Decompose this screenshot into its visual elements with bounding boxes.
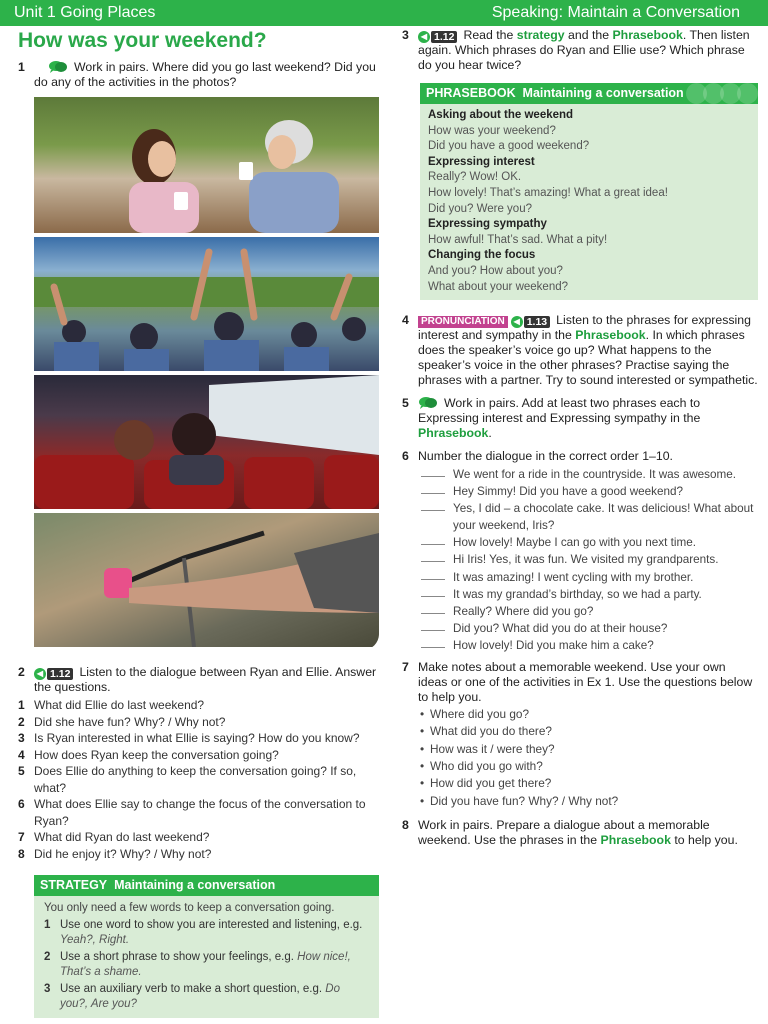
exercise-text: Listen to the dialogue between Ryan and Ellie. Answer the questions. xyxy=(34,665,377,694)
exercise-8: 8 Work in pairs. Prepare a dialogue about a memorable weekend. Use the phrases in the Phrasebook to help you. xyxy=(402,817,738,847)
dialogue-line: We went for a ride in the countryside. It was awesome. xyxy=(418,466,758,483)
pair-work-icon xyxy=(48,60,68,73)
pronunciation-tag: PRONUNCIATION xyxy=(418,316,508,328)
strategy-header xyxy=(34,875,379,896)
photo-cinema xyxy=(34,375,379,509)
phrasebook-link: Phrasebook xyxy=(612,28,683,42)
strategy-title: Maintaining a conversation xyxy=(114,878,276,892)
phrase-group-heading: Expressing sympathy xyxy=(428,218,547,231)
list-item: 5 Does Ellie do anything to keep the conversation going? If so, what? xyxy=(18,764,357,795)
exercise-text: Make notes about a memorable weekend. Use your own ideas or one of the activities in Ex 1. Use the questions below to help you. xyxy=(418,660,753,705)
list-item: 8 Did he enjoy it? Why? / Why not? xyxy=(18,846,212,861)
answer-blank[interactable] xyxy=(421,466,445,477)
dialogue-list xyxy=(418,466,758,654)
audio-track-number: 1.12 xyxy=(47,668,73,680)
dialogue-line: Hi Iris! Yes, it was fun. We visited my grandparents. xyxy=(418,551,758,568)
speaker-icon: ◀ xyxy=(418,31,430,43)
phrasebook-title: Maintaining a conversation xyxy=(522,86,684,100)
exercise-7 xyxy=(402,660,758,810)
answer-blank[interactable] xyxy=(421,637,445,648)
photo-illustration xyxy=(34,97,379,233)
exercise-number: 6 xyxy=(402,449,409,463)
speaker-icon: ◀ xyxy=(34,668,46,680)
list-item: 1 What did Ellie do last weekend? xyxy=(18,698,205,712)
exercise-number: 8 xyxy=(402,817,409,832)
list-item: 3 Is Ryan interested in what Ellie is saying? How do you know? xyxy=(18,731,360,745)
photo-illustration xyxy=(34,237,379,371)
exercise-number: 5 xyxy=(402,396,409,410)
section-label: Speaking: Maintain a Conversation xyxy=(491,4,740,21)
phrase: How lovely! That’s amazing! What a great idea! xyxy=(428,186,668,199)
strategy-label: STRATEGY xyxy=(40,878,108,892)
answer-blank[interactable] xyxy=(421,569,445,580)
exercise-4: 4 PRONUNCIATION ◀ 1.13 Listen to the phrases for expressing interest and sympathy in the Phrasebook. In which phrases does the speaker’s voice go up? What happens to the speaker’s voice in the other phrases? Practise saying the phrases with a partner. Try to sound interested or sympathetic. xyxy=(402,313,758,387)
list-item: 6 What does Ellie say to change the focus of the conversation to Ryan? xyxy=(18,797,366,828)
list-item: • How did you get there? xyxy=(418,775,758,792)
photo-illustration xyxy=(34,513,379,647)
list-item: 7 What did Ryan do last weekend? xyxy=(18,830,210,844)
answer-blank[interactable] xyxy=(421,500,445,511)
list-item: 1 Use one word to show you are interested and listening, e.g. Yeah?, Right. xyxy=(44,919,363,946)
strategy-intro: You only need a few words to keep a conversation going. xyxy=(44,902,335,914)
page-title: How was your weekend? xyxy=(18,29,267,52)
exercise-number: 4 xyxy=(402,313,409,327)
exercise-number: 7 xyxy=(402,660,409,675)
answer-blank[interactable] xyxy=(421,586,445,597)
exercise-text: Work in pairs. Where did you go last weekend? Did you do any of the activities in the photos? xyxy=(34,60,376,89)
answer-blank[interactable] xyxy=(421,534,445,545)
answer-blank[interactable] xyxy=(421,620,445,631)
list-item: • Who did you go with? xyxy=(418,758,758,775)
dialogue-line: Hey Simmy! Did you have a good weekend? xyxy=(418,483,758,500)
phrase: Did you have a good weekend? xyxy=(428,140,590,153)
audio-track-number: 1.13 xyxy=(524,316,550,328)
unit-label: Unit 1 Going Places xyxy=(14,4,156,21)
pair-work-icon xyxy=(418,396,438,409)
photo-strip xyxy=(34,97,379,650)
strategy-list xyxy=(44,918,369,1012)
exercise-text: Number the dialogue in the correct order 1–10. xyxy=(418,449,673,463)
dialogue-line: How lovely! Did you make him a cake? xyxy=(418,637,758,654)
top-bar xyxy=(0,0,768,26)
list-item: • Where did you go? xyxy=(418,706,758,723)
photo-grandmother-tea xyxy=(34,97,379,233)
dialogue-line: It was my grandad’s birthday, so we had a party. xyxy=(418,586,758,603)
exercise-number: 2 xyxy=(18,665,25,679)
answer-blank[interactable] xyxy=(421,483,445,494)
answer-blank[interactable] xyxy=(421,551,445,562)
exercise-2 xyxy=(18,665,380,862)
question-bullets xyxy=(418,706,758,810)
right-column xyxy=(402,28,758,73)
phrase: Did you? Were you? xyxy=(428,202,532,215)
exercise-number: 1 xyxy=(18,60,25,74)
dialogue-line: Yes, I did – a chocolate cake. It was delicious! What about your weekend, Iris? xyxy=(418,500,758,534)
list-item: 4 How does Ryan keep the conversation going? xyxy=(18,747,279,762)
strategy-link: strategy xyxy=(516,28,565,42)
photo-illustration xyxy=(34,375,379,509)
phrasebook-header xyxy=(420,83,758,104)
phrase: And you? How about you? xyxy=(428,264,563,277)
exercise-3: 3 ◀ 1.12 Read the strategy and the Phrasebook. Then listen again. Which phrases do Ryan and Ellie use? Which phrase do you hear twice? xyxy=(402,28,750,72)
list-item: 2 Use a short phrase to show your feelings, e.g. How nice!, That’s a shame. xyxy=(44,951,351,978)
list-item: 3 Use an auxiliary verb to make a short question, e.g. Do you?, Are you? xyxy=(44,983,340,1010)
phrase-group-heading: Changing the focus xyxy=(428,249,536,262)
phrasebook-link: Phrasebook xyxy=(600,832,671,847)
phrase: How awful! That’s sad. What a pity! xyxy=(428,233,608,246)
phrasebook-link: Phrasebook xyxy=(418,426,489,440)
right-column-lower xyxy=(402,313,758,856)
photo-football-fans xyxy=(34,237,379,371)
audio-track-button[interactable] xyxy=(511,316,550,328)
dialogue-line: How lovely! Maybe I can go with you next time. xyxy=(418,534,758,551)
phrasebook-box xyxy=(420,83,758,300)
phrase: How was your weekend? xyxy=(428,124,556,137)
list-item: • How was it / were they? xyxy=(418,741,758,758)
exercise-6 xyxy=(402,449,758,654)
audio-track-button[interactable] xyxy=(418,31,457,43)
list-item: 2 Did she have fun? Why? / Why not? xyxy=(18,714,226,729)
dialogue-line: It was amazing! I went cycling with my brother. xyxy=(418,569,758,586)
phrase-group-heading: Expressing interest xyxy=(428,155,535,168)
list-item: • What did you do there? xyxy=(418,723,758,740)
photo-cycling xyxy=(34,513,379,647)
dialogue-line: Did you? What did you do at their house? xyxy=(418,620,758,637)
exercise-5: 5 Work in pairs. Add at least two phrases each to Expressing interest and Expressing sympathy in the Phrasebook. xyxy=(402,396,701,440)
answer-blank[interactable] xyxy=(421,603,445,614)
phrase-group-heading: Asking about the weekend xyxy=(428,109,574,121)
list-item: • Did you have fun? Why? / Why not? xyxy=(418,793,758,810)
exercise-1 xyxy=(18,60,380,90)
audio-track-number: 1.12 xyxy=(431,31,457,43)
decorative-circles xyxy=(690,83,758,104)
phrasebook-link: Phrasebook xyxy=(575,328,646,342)
phrasebook-label: PHRASEBOOK xyxy=(426,86,516,100)
question-list xyxy=(18,697,380,862)
phrase: Really? Wow! OK. xyxy=(428,171,522,184)
strategy-box xyxy=(34,875,379,1018)
audio-track-button[interactable] xyxy=(34,668,73,680)
speaker-icon: ◀ xyxy=(511,316,523,328)
exercise-number: 3 xyxy=(402,28,409,42)
phrase: What about your weekend? xyxy=(428,280,569,293)
left-column xyxy=(18,60,380,98)
dialogue-line: Really? Where did you go? xyxy=(418,603,758,620)
